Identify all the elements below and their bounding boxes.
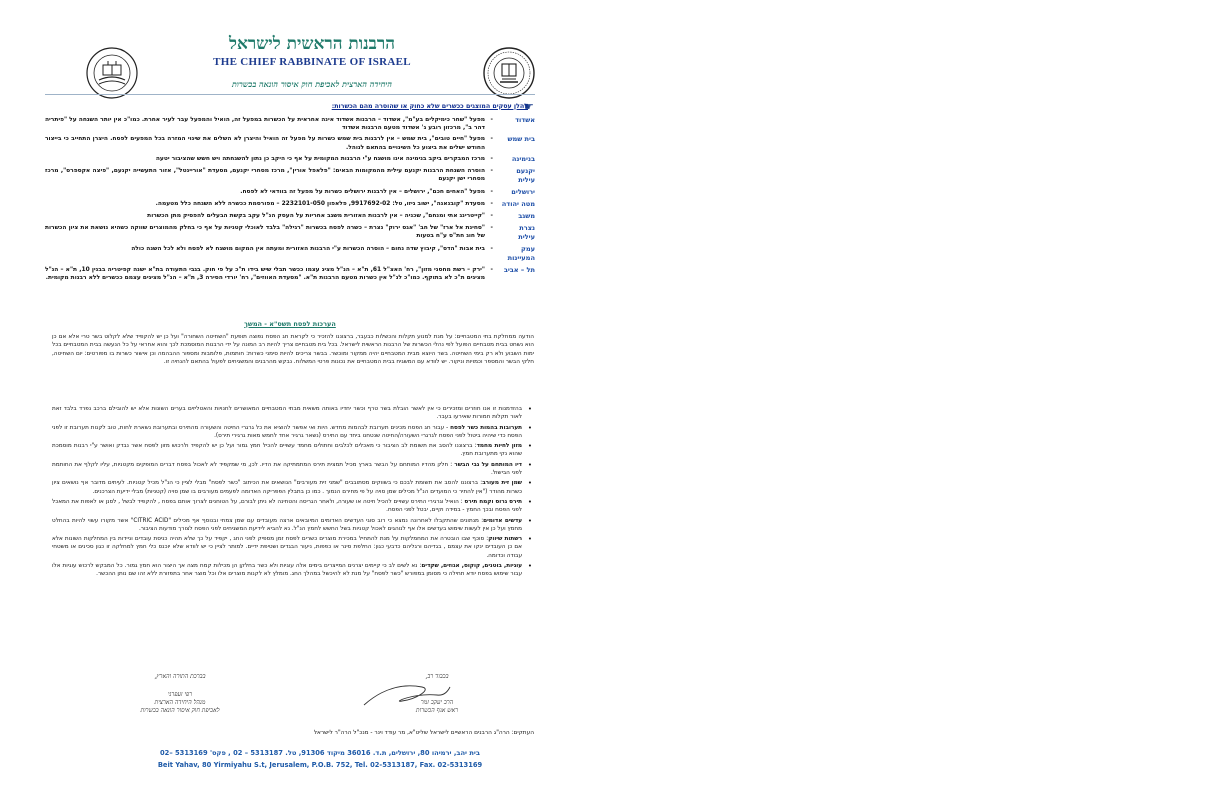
city-label: אשדוד <box>515 116 535 124</box>
listing-entry: - מפעל "חיים טובים", בית שמש – אין לרבנות בית שמש כשרות על מפעל זה הואיל והיצרן לא השלים את שינוי המזרה בכל המפעים לפסח. היצרן התחייב כי בייצור החודש ישלים את ביצוע כל השינויים בהתאם לנוהל. <box>45 135 493 151</box>
signature-block-left <box>105 673 255 715</box>
city-label: יקנעם עילית <box>516 166 535 184</box>
signature-block-right <box>362 673 512 715</box>
section-title: הערכות לפסח תשס"א - המשך <box>244 320 336 328</box>
listing-item <box>45 245 535 263</box>
listing-item <box>45 167 535 185</box>
listing-item <box>45 266 535 282</box>
city-label: תל – אביב <box>503 265 535 274</box>
bullet-item: • דיו המותחם על גבי הבשר : חלק מהדיו המותחם על הבשר בארץ מכיל תמצית תירס המתמתיקה את הדיו. לכן, מי שמקפיד לא לאכול בפסח דברים המופקים מקטניות, עליו לקלף את החותמת לפני הבישול. <box>52 460 532 477</box>
signature-role: מנהל היחידה הארצית <box>154 699 206 706</box>
city-label: ירושלים <box>511 187 535 196</box>
header-divider <box>45 94 535 95</box>
business-listing <box>45 116 535 285</box>
city-label: בנימינה <box>511 154 535 163</box>
bullet-icon: • <box>527 423 532 432</box>
bullet-item: • תערובות בהמות כשר לפסח - עבור חג הפסח מכינים תערובת לבהמות מחדש. היות ואי אפשר להוציא את כל גרגרי החיטה והשעורה מהתירס ובתערובת נשארת לחות, טוב לקנות תערובת זו לפני הפסח כדי שיהיה ביטול לפני הפסח לגרגרי השעורה/החיטה שנטחנו ביחד עם התירס (נשאר גרגיר אחד לחמש מאות גרגירי תירס). <box>52 423 532 439</box>
listing-entry: - מסעדת "קובנאנה", ישוב גיזו, טל: 9917692-02, פלאפון 2232101-050 – מפורסמת ככשרה ללא השגחה כלל מטעמה. <box>45 200 493 208</box>
signature-name: רפי זעפרני <box>167 691 193 698</box>
bullet-item: • מזון לחיות מחמד: ברצוננו להסב את תשומת לב הציבור כי מאכלים לכלבים וחתולים מחמד עשויים להכיל חמץ גמור ועל כן יש להקפיד ולרכוש מזון לפסח אשר נבדק ואושר ע"י רבנות מוסמכת שהוא נקי מתערובת חמץ. <box>52 442 532 458</box>
bullet-icon: • <box>527 535 532 544</box>
bullet-icon: • <box>527 479 532 488</box>
listing-entry: - "ירק – רשת מחסני מזון", רח' האצ"ל 61, ת"א – הנ"ל מציג עצמו ככשר תבלי שיש בידו ת"כ על פי חוק. בגבי התעודה בת"א ישנה קפיטריה בבנין 10, ת"א – הנ"ל מציגים ת"כ לא בתוקף. כמו"כ לנ"ל אין כשרות מטעם הרבנות ת"א. "מסעדת האווזים", רח' יורדי הסירה 3, ת"א – הנ"ל מציגים עצמם ככשרים ללא רבנות מקומית. <box>45 266 493 282</box>
signature-name: הרב יעקב זמר <box>420 699 454 706</box>
bullet-item: • רשתות שיווק: סוכף שבו הובטרה את המחמלקות על מנת להתחיל במכירת מוצרים כשרים לפסח זמן מספיק לפני החג , יקפיד על כך שלא תהיה כניסת עובדים וניידות בין המחלקות השונות אלא אם כן העובדים ינקו את עצמם , בגדיהם ורגליהם כדבעי כגון: החלפת סינר או כפפות, ניעור הבגדים ושטיפת ידיים. למותר לציין כי יש לוודא שלא יוכנס כלי חמץ למחלקה זו כגון סכינים או משטחי עבודה וכדומה. <box>52 535 532 559</box>
listing-item <box>45 135 535 151</box>
bullet-icon: • <box>527 405 532 413</box>
signature-role: ראש אגף הכשרות <box>415 707 459 714</box>
city-label: מטה יהודה <box>501 199 535 208</box>
intro-line: להלן עסקים המוצגים ככשרים שלא כחוק או שהוסרה מהם הכשרות: <box>331 103 528 110</box>
pointing-hand-icon: ☛ <box>524 100 534 113</box>
signature-blessing: בברכת התורה והארץ, <box>154 673 206 680</box>
footer-address-english: Beit Yahav, 80 Yirmiyahu S.t, Jerusalem, P.O.B. 752, Tel. 02-5313187, Fax. 02-5313169 <box>157 761 483 769</box>
bullet-icon: • <box>527 562 532 571</box>
listing-entry: - "קייטרינג אתי ומנחם", שכניה – אין לרבנות האזורית משגב אחריות על העסק הנ"ל עקב בקשת הבעלים להפסיק מתן הכשרות <box>45 212 493 220</box>
bullet-item: • בהזדמנות זו אנו חוזרים ומזכירים כי אין לאשר הובלת בשר טרף וכשר יחדיו באותה משאית מבתי המטבחיים המאושרים לחנויות והאטליזים בערים השונות אלא יש להובילם ברכב נפרד בלבד זאת לאור תקלות חמורות שאירעו בעבר. <box>52 405 532 421</box>
copies-line: העתקים: הרה"ג הרבנים הראשיים לישראל שליט"א, מר עודד וינר - מנכ"ל הרה"ר לישראל <box>313 730 534 736</box>
city-label: עמק המעיינות <box>507 244 535 262</box>
city-label: נצרת עילית <box>518 223 535 241</box>
rabbinate-seal-right <box>482 46 536 100</box>
bullet-item: • שמן זית מעורב: ברצוננו להסב את תשומת לבכם כי בשווקים מסתובבים "שמני זית מעורבים" הנושאים את הכיתוב "כשר לפסח" מבלי לציין כי הנ"ל מכיל קטניות. לעיתים מדובר אף נושאים ציון כשרות מהודר ("אין להתיר כי המועדים הנ"ל מכילים שמן סויה על פי מחירם הנמוך . כמו כן בתבלין הפפריקה האדומה לפעמים מעורבים בו שמן סויה (קטניות) מבלי ידיעת הצרכנים. <box>52 479 532 495</box>
listing-item <box>45 155 535 164</box>
bullet-icon: • <box>527 497 532 506</box>
listing-entry: - מפעל "שחר כימיקלים בע"מ", אשדוד – הרבנות אשדוד אינה אחראית על הכשרות במפעל זה, הואיל והמפעל עבר לעיר אחרת. כמו"כ אין יותר השגחה על "פיתריה דהר ב", מרכזון רובע ג' אשדוד מטעם הרבנות אשדוד <box>45 116 493 132</box>
footer-address-hebrew: בית יהב, ירמיהו 80, ירושלים, ת.ד. 36016 מיקוד 91306, טל. 5313187 – 02 , פקס' 5313169 –02 <box>160 749 480 757</box>
signature-role: לאכיפת חוק איסור הונאה בכשרות <box>140 707 220 714</box>
bullet-item: • תירס גרוס וקמח תירס : הואיל וגרגירי התירס עשויים להכיל חיטה או שעורה, ולאחר הגריסה והטחינה לא ניתן לבורם, על הטוחנים לצרוך אותם בפסח , להקפיד לבשל , לסנן או לאפות את המאכל לפני הפסח ובכך החמץ - במידה וקיים, יבטל לפני הפסח. <box>52 497 532 514</box>
listing-item <box>45 212 535 221</box>
bullet-item: • עוגיות, בוטנים, קוקוס, אגוזים, שקדים: נא לשים לב כי קיימים יצרנים המייצרים בימים אלה עוגיות ולא כשר בחלקן הן מכילות קמח מצה אך היצור הוא חמץ גמור. כל המבקש לרכוש עוגיות אלו עבור שימוש בפסח יודא תחילה כי מסומן במפורש "כשר לפסח" על מנת לא להיכשל במהלך החג. מומלץ לא לקנות מוצרים אלו וכל מוצר אחר בתפזורת ללא זהו שם נותן ההכשר. <box>52 562 532 578</box>
bullet-icon: • <box>527 516 532 525</box>
bullet-icon: • <box>527 460 532 469</box>
city-label: בית שמש <box>507 135 535 144</box>
bullet-list <box>52 405 534 581</box>
listing-item <box>45 200 535 209</box>
signature-blessing: בכבוד רב, <box>425 673 449 680</box>
listing-entry: - הוסרה השגחת הרבנות יקנעם עילית מהמקומות הבאים: "פלאפל אורין", מרכז מסחרי יקנעם, מסעדת "אוריינטל", אזור התעשייה יקנעם, "פיצה אקספרס", מרכז מסחרי ישן יקנעם <box>45 167 493 183</box>
header-title-hebrew: הרבנות הראשית לישראל <box>229 34 395 54</box>
bullet-item: • עדשים אדומים: מנתונים שהתקבלו לאחרונה נמצא כי רוב סוגי העדשים האדומים המיובאים ארצה מעובדים עם שמן צמחי ובנוסף אף מכילים "CITRIC ACID" אשר מקורו עשוי להיות בהחלט מחמץ ועל כן אין לעשות שימוש בעדשים אלו אף לנוהגים לאכול קטניות בשל החשש לחמץ הנ"ל. נא להביא לידיעת המשגיחים לפני הפסח לצורך מודעות הציבור. <box>52 516 532 532</box>
city-label: משגב <box>518 211 535 220</box>
listing-item <box>45 188 535 197</box>
handwritten-signature <box>362 679 452 709</box>
letter-page <box>40 28 540 778</box>
listing-item <box>45 116 535 132</box>
listing-entry: - מרכז המבקרים ביקב בנימינה אינו מושגח ע"י הרבנות המקומית על אף כי היקב כן נתון להשגחתה ויש חשש שהציבור יטעה <box>45 155 493 163</box>
listing-entry: - מפעל "האחים חכם", ירושלים – אין לרבנות ירושלים כשרות על מפעל זה בוודאי לא לפסח. <box>45 188 493 196</box>
rabbinate-seal-left <box>85 46 139 100</box>
slaughterhouse-notice: הודעה ממחלקת בתי המטבחיים: על מנת למנוע תקלות והכשלות כבעבר, ברצוננו להזכיר כי לקראת חג הפסח נפוצה תופעת "השחיטה השחורה" ועל כן יש להקפיד שלא לקלוט בשר טרי אלא אם כן הוא נשחט בבית מטבחיים הפועל לפי נהלי הכשרות של הרבנות הראשית לישראל. בכל בית מטבחיים צריך להיות רב המונה על ידי הרבנות המוסמכת לכך והוא אחראי על כל הנעשה בבית המטבחיים בכל ימות השבוע ולא רק בימי השחיטה. בשר היוצא מבית המטבחיים יהיה ממקור ומוכשר. בבשר צריכים להיות סימני כשרות: חותמות, פלומבות ומספור ההבהמה וכן אישור כשרות בו מפורטים: יום השחיטה, חלקי הבשר והמספר וכמויות וניקור. יש לוודא עם המשגיח בבית המטבחיים את נכונות פרטי המשלוח. נבקש מהרבנים והמשגיחים לפעול בהתאם להנחיה זו. <box>52 334 534 365</box>
listing-item <box>45 224 535 242</box>
header-unit-name: היחידה הארצית לאכיפת חוק איסור הונאה בכשרות <box>231 79 393 89</box>
listing-entry: - בית אבות "הדס", קיבוץ שדה נחום – הוסרה הכשרות ע"י הרבנות האזורית ומעתה אין המקום מושגח לא לפסח ולא לכל השנה כולה <box>45 245 493 253</box>
listing-entry: - "סחינת אל ארז" של חב' "אגס ירוק" נצרת – כשרה לפסח בכשרות "רגילה" בלבד לאוכלי קטניות על אף כי בחלק מהמוצרים שווקה כשהיא נושאת את ציון הכשרות של חוג חת"ס ע"ח בטעות <box>45 224 493 240</box>
bullet-icon: • <box>527 442 532 451</box>
header-title-english: THE CHIEF RABBINATE OF ISRAEL <box>213 56 411 68</box>
